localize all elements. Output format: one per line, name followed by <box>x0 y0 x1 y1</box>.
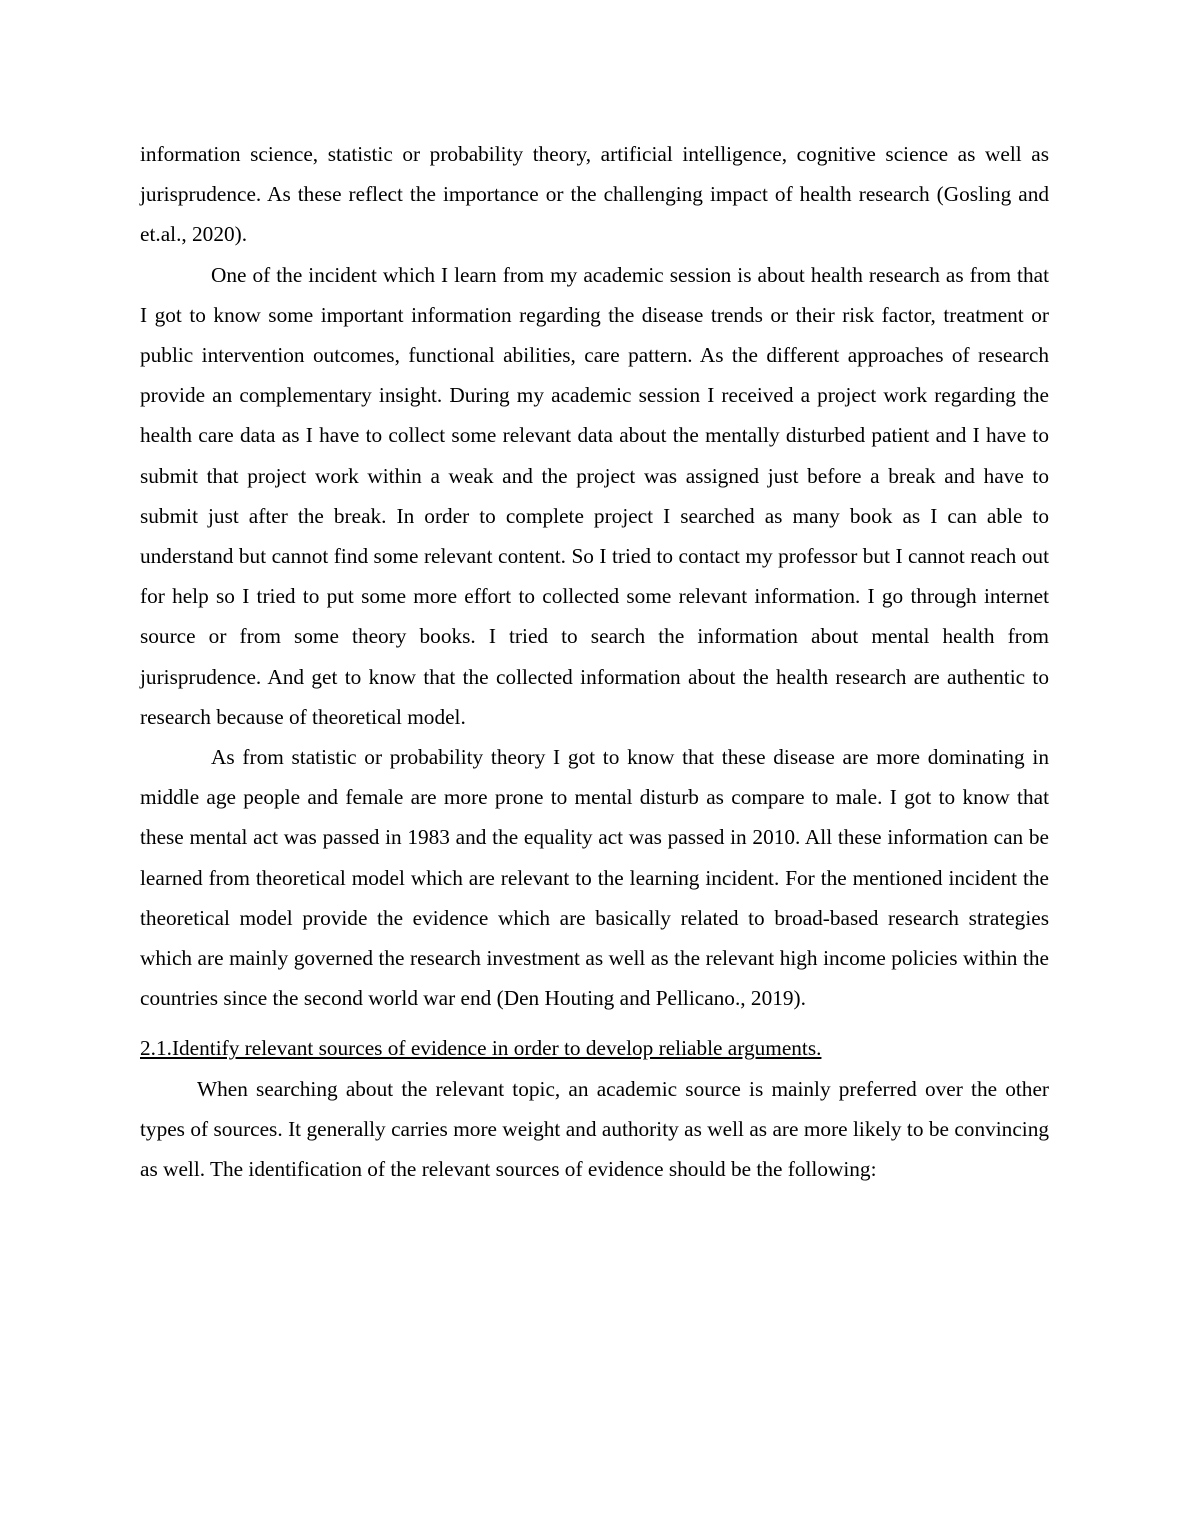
paragraph-statistics: As from statistic or probability theory I got to know that these disease are more dominating in middle age people and female are more prone to mental disturb as compare to male. I got to know that these mental act was passed in 1983 and the equality act was passed in 2010. All these information can be learned from theoretical model which are relevant to the learning incident. For the mentioned incident the theoretical model provide the evidence which are basically related to broad-based research strategies which are mainly governed the research investment as well as the relevant high income policies within the countries since the second world war end (Den Houting and Pellicano., 2019). <box>140 745 1049 1011</box>
document-body <box>140 134 1049 1189</box>
section-heading: 2.1.Identify relevant sources of evidence in order to develop reliable arguments. <box>140 1036 822 1061</box>
paragraph-learning-incident: One of the incident which I learn from my academic session is about health research as from that I got to know some important information regarding the disease trends or their risk factor, treatment or public intervention outcomes, functional abilities, care pattern. As the different approaches of research provide an complementary insight. During my academic session I received a project work regarding the health care data as I have to collect some relevant data about the mentally disturbed patient and I have to submit that project work within a weak and the project was assigned just before a break and have to submit just after the break. In order to complete project I searched as many book as I can able to understand but cannot find some relevant content. So I tried to contact my professor but I cannot reach out for help so I tried to put some more effort to collected some relevant information. I go through internet source or from some theory books. I tried to search the information about mental health from jurisprudence. And get to know that the collected information about the health research are authentic to research because of theoretical model. <box>140 262 1049 729</box>
paragraph-sources: When searching about the relevant topic, an academic source is mainly preferred over the other types of sources. It generally carries more weight and authority as well as are more likely to be convincing as well. The identification of the relevant sources of evidence should be the following: <box>140 1076 1049 1182</box>
paragraph-continuation: information science, statistic or probability theory, artificial intelligence, cognitive science as well as jurisprudence. As these reflect the importance or the challenging impact of health research (Gosling and et.al., 2020). <box>140 142 1049 247</box>
